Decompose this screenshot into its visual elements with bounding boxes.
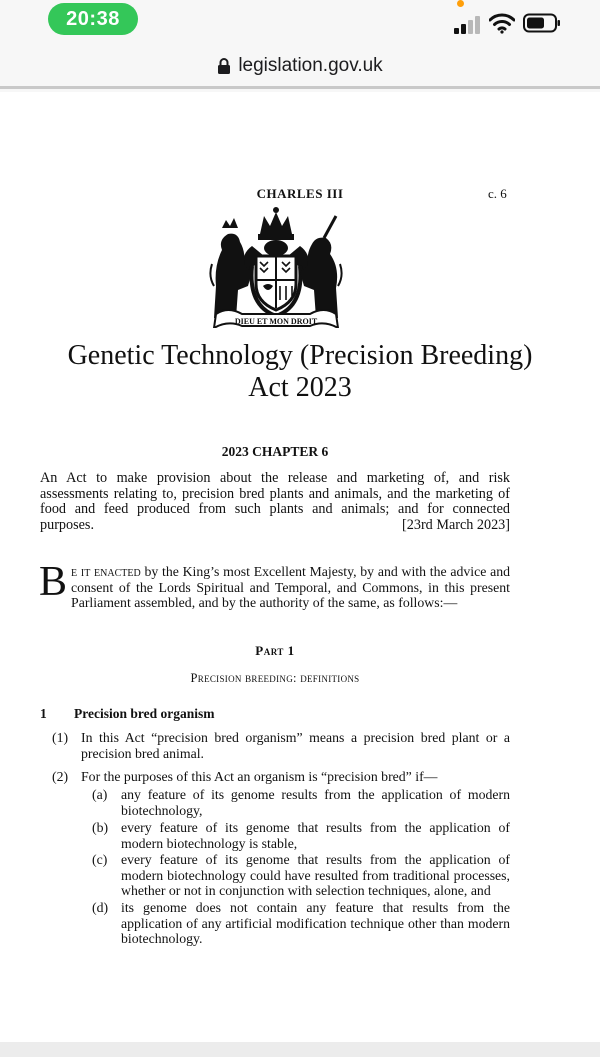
long-title <box>40 471 510 533</box>
drop-cap: B <box>39 559 68 605</box>
enacting-formula <box>39 559 511 611</box>
act-title-line2: Act 2023 <box>248 372 352 403</box>
royal-assent-date: [23rd March 2023] <box>402 516 510 533</box>
battery-icon <box>523 13 561 33</box>
paragraph-text: every feature of its genome that results from the application of modern biotechnology is stable, <box>121 820 510 851</box>
paragraph-letter: (d) <box>92 900 109 915</box>
section-number: 1 <box>40 706 47 721</box>
paragraph <box>92 900 510 947</box>
paragraph <box>92 852 510 899</box>
subsection-number: (1) <box>52 730 69 745</box>
privacy-indicator-dot <box>457 0 464 7</box>
paragraph-letter: (c) <box>92 852 108 867</box>
subsection <box>52 769 510 785</box>
paragraph <box>92 820 510 851</box>
coat-of-arms-motto: DIEU ET MON DROIT <box>234 317 318 326</box>
part-heading: Part 1 <box>255 643 295 658</box>
act-title <box>20 340 580 404</box>
url-text: legislation.gov.uk <box>238 55 383 76</box>
paragraph <box>92 787 510 818</box>
chapter-reference: c. 6 <box>488 186 507 201</box>
status-time[interactable]: 20:38 <box>48 3 138 35</box>
subsection-number: (2) <box>52 769 69 784</box>
part-subheading: Precision breeding: definitions <box>190 671 360 685</box>
status-bar <box>0 0 600 44</box>
subsection-text: For the purposes of this Act an organism is “precision bred” if— <box>81 769 438 784</box>
paragraph-text: any feature of its genome results from the application of modern biotechnology, <box>121 787 510 818</box>
section-title: Precision bred organism <box>74 706 215 721</box>
act-title-line1: Genetic Technology (Precision Breeding) <box>67 340 533 371</box>
address-bar[interactable] <box>0 44 600 88</box>
lock-icon <box>217 57 231 75</box>
bottom-strip <box>0 1042 600 1057</box>
long-title-text: An Act to make provision about the release and marketing of, and risk assessments relating to, precision bred plants and animals, and the marketing of food and feed produced from such plants and animals; and for connected purposes. <box>40 470 510 533</box>
subsection <box>52 730 510 761</box>
paragraph-letter: (a) <box>92 787 108 802</box>
paragraph-text: its genome does not contain any feature that results from the application of any artificial modification technique other than modern biotechnology. <box>121 900 510 946</box>
running-head: CHARLES III <box>256 186 344 201</box>
paragraph-letter: (b) <box>92 820 109 835</box>
document-page <box>0 92 600 1042</box>
toolbar-divider <box>0 86 600 89</box>
subsection-text: In this Act “precision bred organism” means a precision bred plant or a precision bred animal. <box>81 730 510 761</box>
enacting-text: by the King’s most Excellent Majesty, by and with the advice and consent of the Lords Spiritual and Temporal, and Commons, in this present Parliament assembled, and by the authority of the same, as follows:— <box>71 564 511 610</box>
enacting-smallcaps: e it enacted <box>71 564 141 579</box>
cellular-signal-icon <box>454 14 484 34</box>
chapter-heading: 2023 CHAPTER 6 <box>221 444 329 459</box>
royal-coat-of-arms-icon <box>208 206 344 328</box>
wifi-icon <box>489 12 515 34</box>
section-heading <box>40 706 215 722</box>
paragraph-text: every feature of its genome that results from the application of modern biotechnology could have resulted from traditional processes, whether or not in conjunction with selection techniques, alone, and <box>121 852 510 898</box>
